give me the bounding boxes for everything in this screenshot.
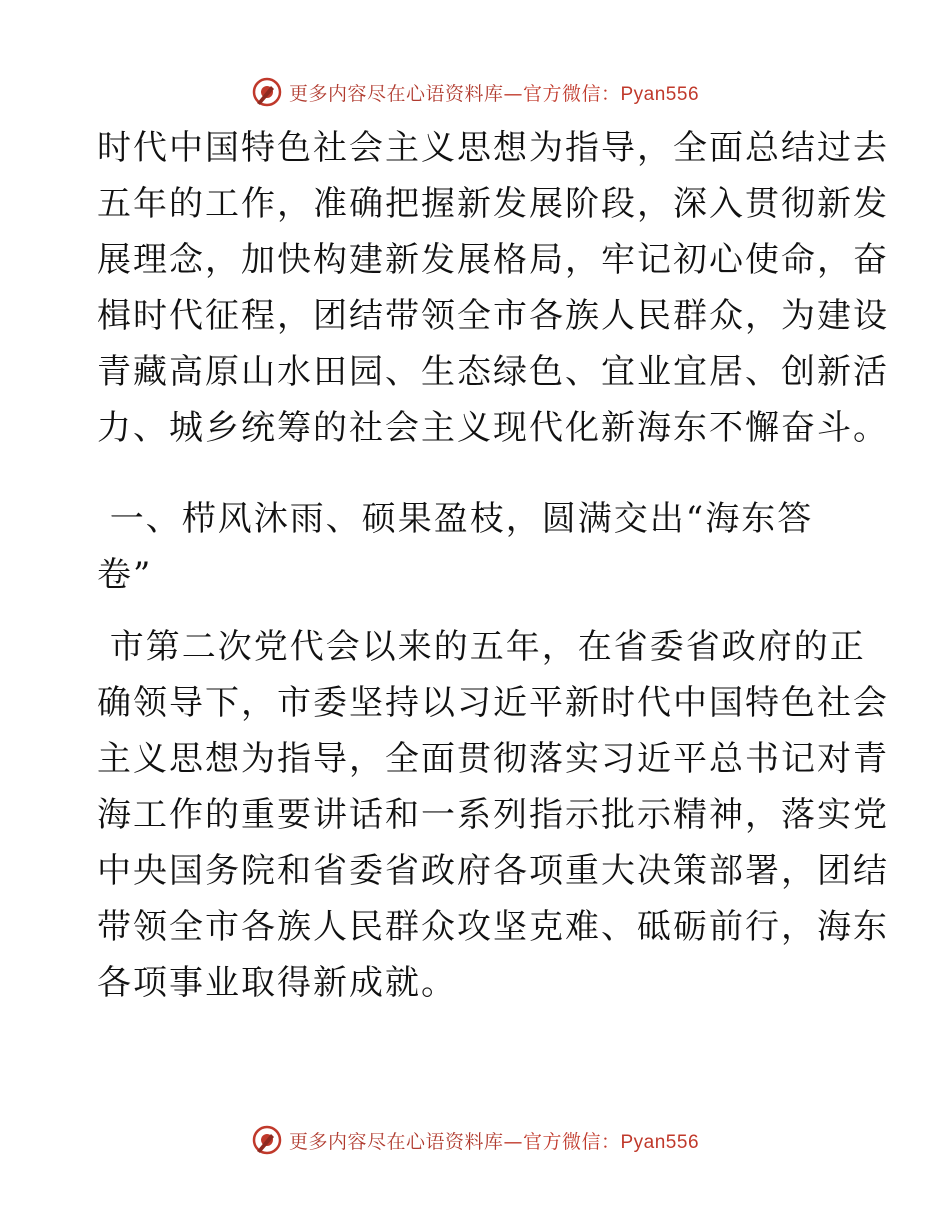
- text-line: 主义思想为指导，全面贯彻落实习近平总书记对青: [97, 739, 889, 779]
- heading-line: 一、栉风沐雨、硕果盈枝，圆满交出“海东答: [97, 499, 814, 539]
- pen-logo-icon: [251, 76, 283, 108]
- banner-text: [289, 79, 699, 106]
- text-line: 确领导下，市委坚持以习近平新时代中国特色社会: [97, 683, 889, 723]
- text-line: 海工作的重要讲话和一系列指示批示精神，落实党: [97, 795, 889, 835]
- banner-wechat-label: 官方微信：: [522, 1130, 621, 1153]
- text-line: 楫时代征程，团结带领全市各族人民群众，为建设: [97, 296, 889, 336]
- pen-logo-icon: [251, 1124, 283, 1156]
- header-banner: [0, 72, 950, 112]
- footer-banner: [0, 1120, 950, 1160]
- banner-text: [289, 1127, 699, 1154]
- banner-wechat-id: Pyan556: [620, 83, 700, 105]
- text-line: 各项事业取得新成就。: [97, 963, 457, 1003]
- banner-dash: —: [503, 82, 523, 105]
- banner-dash: —: [503, 1130, 523, 1153]
- banner-wechat-label: 官方微信：: [522, 82, 621, 105]
- banner-title: 更多内容尽在心语资料库: [288, 82, 504, 105]
- text-line: 五年的工作，准确把握新发展阶段，深入贯彻新发: [97, 184, 889, 224]
- section-heading: [97, 491, 857, 603]
- paragraph-2: [97, 619, 889, 1011]
- paragraph-1: [97, 120, 889, 456]
- text-line: 市第二次党代会以来的五年，在省委省政府的正: [97, 627, 866, 667]
- text-line: 力、城乡统筹的社会主义现代化新海东不懈奋斗。: [97, 408, 889, 448]
- text-line: 青藏高原山水田园、生态绿色、宜业宜居、创新活: [97, 352, 889, 392]
- heading-line: 卷”: [97, 555, 153, 595]
- text-line: 中央国务院和省委省政府各项重大决策部署，团结: [97, 851, 889, 891]
- banner-title: 更多内容尽在心语资料库: [288, 1130, 504, 1153]
- text-line: 时代中国特色社会主义思想为指导，全面总结过去: [97, 128, 889, 168]
- text-line: 展理念，加快构建新发展格局，牢记初心使命，奋: [97, 240, 889, 280]
- text-line: 带领全市各族人民群众攻坚克难、砥砺前行，海东: [97, 907, 889, 947]
- banner-wechat-id: Pyan556: [620, 1131, 700, 1153]
